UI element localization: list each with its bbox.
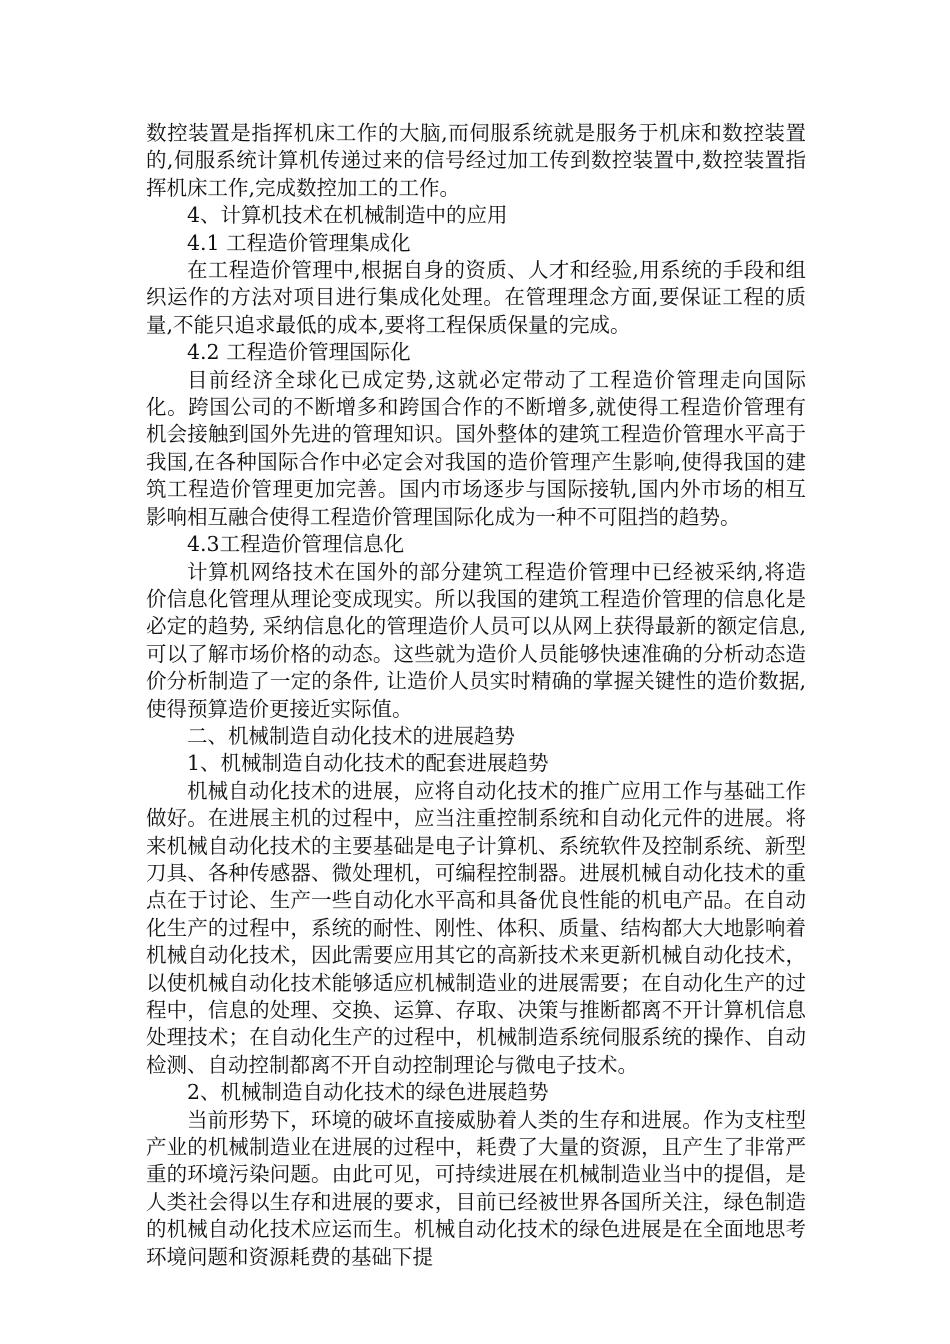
section-heading: 1、机械制造自动化技术的配套进展趋势 bbox=[187, 751, 549, 776]
body-paragraph: 计算机网络技术在国外的部分建筑工程造价管理中已经被采纳,将造价信息化管理从理论变成现实。所以我国的建筑工程造价管理的信息化是必定的趋势, 采纳信息化的管理造价人员可以从网上获得最新的额定信息,可以了解市场价格的动态。这些就为造价人员能够快速准确的分析动态造价分析制造了一定的条件, 让造价人员实时精确的掌握关键性的造价数据,使得预算造价更接近实际值。 bbox=[146, 559, 806, 721]
body-paragraph: 目前经济全球化已成定势,这就必定带动了工程造价管理走向国际化。跨国公司的不断增多和跨国合作的不断增多,就使得工程造价管理有机会接触到国外先进的管理知识。国外整体的建筑工程造价管理水平高于我国,在各种国际合作中必定会对我国的造价管理产生影响,使得我国的建筑工程造价管理更加完善。国内市场逐步与国际接轨,国内外市场的相互影响相互融合使得工程造价管理国际化成为一种不可阻挡的趋势。 bbox=[146, 367, 806, 529]
body-paragraph: 当前形势下，环境的破坏直接威胁着人类的生存和进展。作为支柱型产业的机械制造业在进展的过程中，耗费了大量的资源，且产生了非常严重的环境污染问题。由此可见，可持续进展在机械制造业当中的提倡，是人类社会得以生存和进展的要求，目前已经被世界各国所关注，绿色制造的机械自动化技术应运而生。机械自动化技术的绿色进展是在全面地思考环境问题和资源耗费的基础下提 bbox=[146, 1107, 806, 1269]
document-page bbox=[146, 120, 806, 1271]
chapter-heading: 二、机械制造自动化技术的进展趋势 bbox=[187, 723, 515, 748]
section-heading: 4、计算机技术在机械制造中的应用 bbox=[187, 203, 508, 228]
subsection-heading: 4.3工程造价管理信息化 bbox=[187, 532, 405, 557]
subsection-heading: 4.1 工程造价管理集成化 bbox=[187, 230, 411, 255]
subsection-heading: 4.2 工程造价管理国际化 bbox=[187, 340, 411, 365]
body-paragraph: 在工程造价管理中,根据自身的资质、人才和经验,用系统的手段和组织运作的方法对项目进行集成化处理。在管理理念方面,要保证工程的质量,不能只追求最低的成本,要将工程保质保量的完成。 bbox=[146, 258, 806, 337]
body-paragraph: 数控装置是指挥机床工作的大脑,而伺服系统就是服务于机床和数控装置的,伺服系统计算机传递过来的信号经过加工传到数控装置中,数控装置指挥机床工作,完成数控加工的工作。 bbox=[146, 121, 806, 200]
section-heading: 2、机械制造自动化技术的绿色进展趋势 bbox=[187, 1080, 549, 1105]
body-paragraph: 机械自动化技术的进展，应将自动化技术的推广应用工作与基础工作做好。在进展主机的过程中，应当注重控制系统和自动化元件的进展。将来机械自动化技术的主要基础是电子计算机、系统软件及控制系统、新型刀具、各种传感器、微处理机，可编程控制器。进展机械自动化技术的重点在于讨论、生产一些自动化水平高和具备优良性能的机电产品。在自动化生产的过程中，系统的耐性、刚性、体积、质量、结构都大大地影响着机械自动化技术，因此需要应用其它的高新技术来更新机械自动化技术，以使机械自动化技术能够适应机械制造业的进展需要；在自动化生产的过程中，信息的处理、交换、运算、存取、决策与推断都离不开计算机信息处理技术；在自动化生产的过程中，机械制造系统伺服系统的操作、自动检测、自动控制都离不开自动控制理论与微电子技术。 bbox=[146, 778, 806, 1077]
